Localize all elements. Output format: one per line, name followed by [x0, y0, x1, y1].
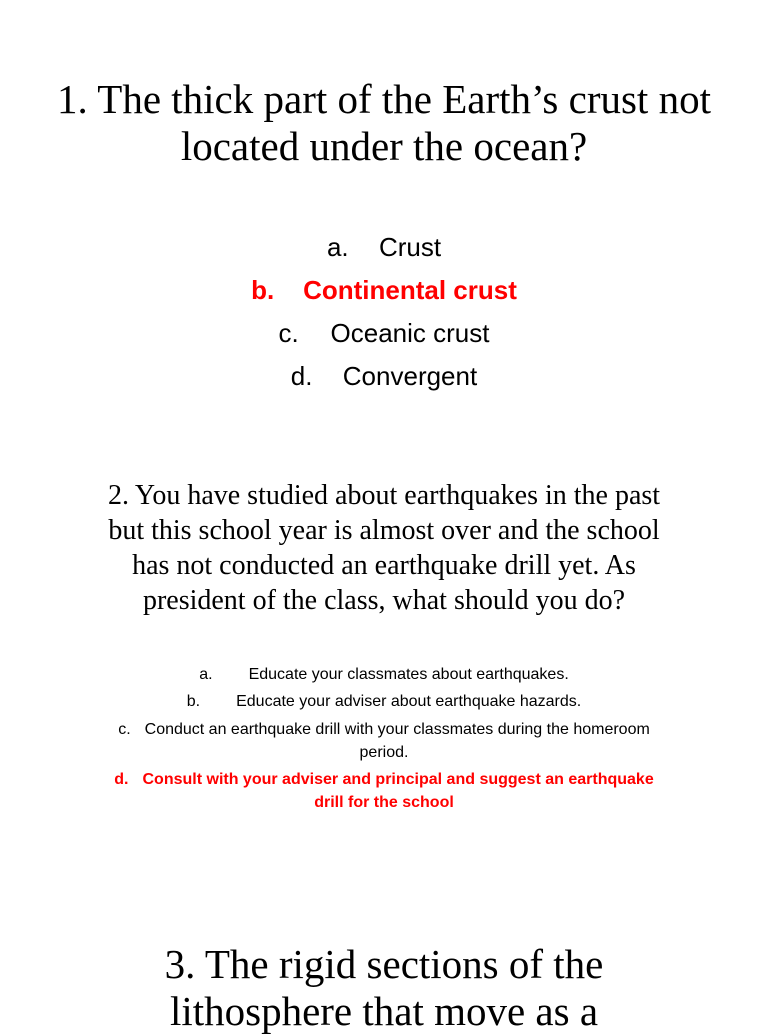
question-3-text — [0, 941, 768, 1035]
option-letter: c. — [118, 721, 131, 738]
option-letter: b. — [251, 275, 275, 305]
option-letter: d. — [114, 771, 129, 788]
question-2-option-d-correct — [0, 768, 768, 814]
question-1-option-a — [0, 231, 768, 263]
question-1-text — [0, 76, 768, 170]
question-2-option-b — [0, 690, 768, 713]
option-text: Continental crust — [303, 275, 517, 305]
option-letter: a. — [326, 232, 349, 262]
question-2-label: 2. You have studied about earthquakes in the past but this school year is almost over and the school has not conducted an earthquake drill yet. As president of the class, what should you do? — [107, 480, 661, 616]
option-letter: b. — [186, 693, 201, 710]
option-letter: d. — [290, 361, 313, 391]
option-text: Convergent — [342, 361, 478, 391]
question-2-option-c — [0, 718, 768, 764]
question-2-option-a — [0, 663, 768, 686]
question-1-option-c — [0, 317, 768, 349]
question-1-label: 1. The thick part of the Earth’s crust not located under the ocean? — [57, 76, 711, 169]
question-1-option-b-correct — [0, 274, 768, 306]
option-text: Oceanic crust — [330, 318, 490, 348]
option-text: Educate your classmates about earthquakes. — [248, 666, 569, 683]
option-text: Consult with your adviser and principal and suggest an earthquake drill for the school — [142, 771, 654, 811]
question-3-label: 3. The rigid sections of the lithosphere that move as a — [164, 941, 604, 1034]
option-text: Educate your adviser about earthquake hazards. — [236, 693, 582, 710]
question-2-text — [0, 478, 768, 618]
question-1-option-d — [0, 360, 768, 392]
option-text: Crust — [378, 232, 442, 262]
option-letter: c. — [278, 318, 299, 348]
option-letter: a. — [199, 666, 213, 683]
option-text: Conduct an earthquake drill with your classmates during the homeroom period. — [144, 721, 650, 761]
